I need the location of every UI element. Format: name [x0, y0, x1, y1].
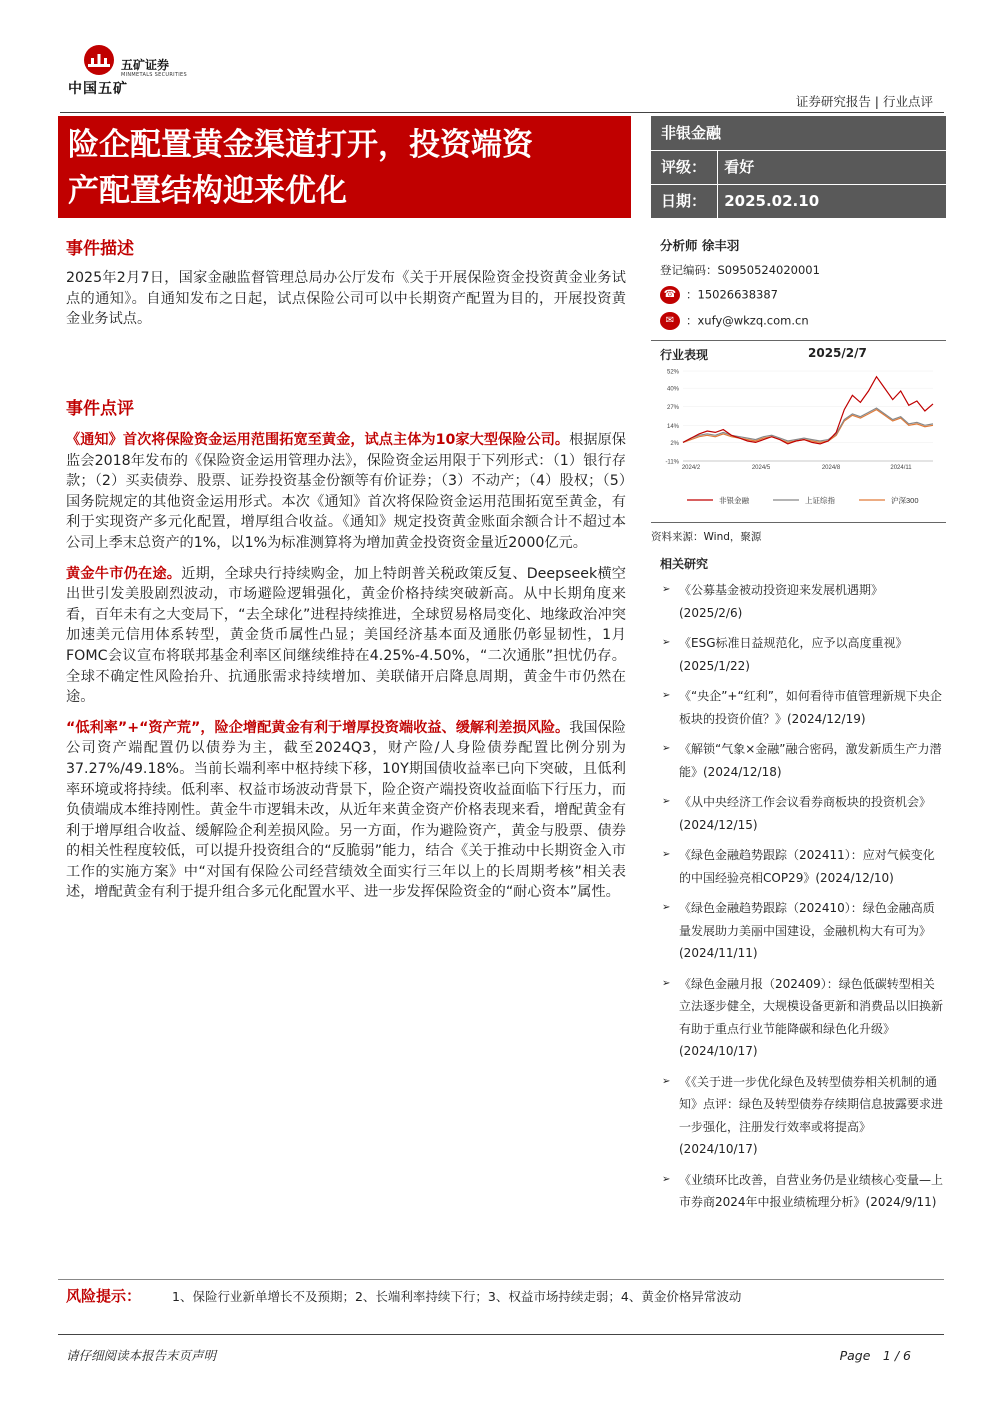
- x-tick-label: 2024/11: [890, 465, 912, 471]
- legend-label: 沪深300: [891, 496, 919, 505]
- industry-performance-chart: [651, 363, 946, 521]
- title-line-2: 产配置结构迎来优化: [68, 173, 347, 209]
- paragraph-2-highlight: 黄金牛市仍在途。: [66, 565, 182, 582]
- related-item[interactable]: [662, 632, 944, 677]
- y-tick-label: -11%: [665, 459, 679, 466]
- related-item-text: 《绿色金融趋势跟踪（202411）：应对气候变化的中国经验亮相COP29》(2024/12/10): [679, 848, 935, 885]
- doc-type: 证券研究报告 | 行业点评: [795, 94, 933, 109]
- y-tick-label: 14%: [666, 423, 679, 430]
- paragraph-3: [66, 718, 626, 903]
- related-item-text: 《业绩环比改善，自营业务仍是业绩核心变量—上市券商2024年中报业绩梳理分析》(2024/9/11): [679, 1172, 944, 1209]
- paragraph-1-highlight: 《通知》首次将保险资金运用范围拓宽至黄金，试点主体为10家大型保险公司。: [66, 432, 570, 448]
- logo-cn-text: 中国五矿: [68, 81, 128, 97]
- arrow-icon: ➢: [662, 849, 671, 860]
- industry-name: 非银金融: [661, 124, 722, 142]
- related-item[interactable]: [662, 579, 944, 624]
- paragraph-2-text: 近期，全球央行持续购金，加上特朗普关税政策反复、Deepseek横空出世引发美股剧烈波动，市场避险逻辑强化，黄金价格持续突破新高。从中长期角度来看，百年未有之大变局下，“去全球化”进程持续推进，全球贸易格局变化、地缘政治冲突加速美元信用体系转型，黄金货币属性凸显；美国经济基本面及通胀仍彰显韧性，1月FOMC会议宣布将联邦基金利率区间继续维持在4.25%-4.50%，“二次通胀”担忧仍存。全球不确定性风险抬升、抗通胀需求持续增加、美联储开启降息周期，黄金牛市仍然在途。: [66, 565, 626, 706]
- arrow-icon: ➢: [662, 584, 671, 595]
- paragraph-1: [66, 430, 626, 554]
- rating-value: 看好: [724, 158, 755, 176]
- related-item-text: 《解锁“气象×金融”融合密码，激发新质生产力潜能》(2024/12/18): [679, 742, 942, 779]
- section-heading-commentary: 事件点评: [66, 399, 134, 419]
- related-research-heading: 相关研究: [660, 557, 709, 571]
- analyst-registration: 登记编码：S0950524020001: [660, 263, 820, 277]
- series-line: [683, 410, 933, 443]
- related-item[interactable]: [662, 738, 944, 783]
- related-item-text: 《“央企”+“红利”，如何看待市值管理新规下央企板块的投资价值？》(2024/12/19): [679, 689, 942, 726]
- description-paragraph: 2025年2月7日，国家金融监督管理总局办公厅发布《关于开展保险资金投资黄金业务试点的通知》。自通知发布之日起，试点保险公司可以中长期资产配置为目的，开展投资黄金业务试点。: [66, 270, 626, 328]
- email-separator: ：: [686, 313, 698, 328]
- arrow-icon: ➢: [662, 743, 671, 754]
- y-tick-label: 2%: [670, 440, 679, 447]
- date-value: 2025.02.10: [724, 192, 820, 210]
- chart-bottom-divider: [651, 522, 946, 523]
- x-tick-label: 2024/8: [821, 465, 841, 471]
- related-item-text: 《绿色金融月报（202409）：绿色低碳转型相关立法逐步健全，大规模设备更新和消费品以旧换新有助于重点行业节能降碳和绿色化升级》(2024/10/17): [679, 976, 944, 1058]
- x-tick-label: 2024/5: [751, 465, 771, 471]
- related-item-text: 《公募基金被动投资迎来发展机遇期》(2025/2/6): [679, 583, 884, 620]
- logo-en-text: MINMETALS SECURITIES: [121, 72, 187, 78]
- phone-separator: ：: [686, 287, 698, 302]
- footer-divider: [58, 1334, 944, 1335]
- date-row: [661, 184, 819, 218]
- analyst-name: 分析师 徐丰羽: [660, 238, 740, 253]
- paragraph-3-text: 我国保险公司资产端配置仍以债券为主，截至2024Q3，财产险/人身险债券配置比例分别为37.27%/49.18%。当前长端利率中枢持续下移，10Y期国债收益率已向下突破，且低利率环境或将持续。低利率、权益市场波动背景下，险企资产端投资收益面临下行压力，而负债端成本维持刚性。黄金牛市逻辑未改，从近年来黄金资产价格表现来看，增配黄金有利于增厚组合收益、缓解险企利差损风险。另一方面，作为避险资产，黄金与股票、债券的相关性程度较低，可以提升投资组合的“反脆弱”能力，结合《关于推动中长期资金入市工作的实施方案》中“对国有保险公司经营绩效全面实行三年以上的长周期考核”相关表述，增配黄金有利于提升组合多元化配置水平、进一步发挥保险资金的“耐心资本”属性。: [66, 719, 626, 901]
- arrow-icon: ➢: [662, 1075, 671, 1087]
- footer-disclaimer: 请仔细阅读本报告末页声明: [66, 1348, 217, 1363]
- chart-top-divider: [651, 340, 946, 341]
- y-tick-label: 40%: [666, 386, 679, 393]
- legend-label: 非银金融: [719, 496, 749, 505]
- risk-text: 1、保险行业新单增长不及预期；2、长端利率持续下行；3、权益市场持续走弱；4、黄金价格异常波动: [172, 1289, 742, 1304]
- phone-icon: ☎: [660, 286, 680, 304]
- x-tick-label: 2024/2: [681, 465, 701, 471]
- related-item[interactable]: [662, 1169, 944, 1214]
- related-item-text: 《ESG标准日益规范化，应予以高度重视》(2025/1/22): [679, 636, 908, 673]
- chart-source: 资料来源：Wind，聚源: [651, 531, 762, 543]
- related-item[interactable]: [662, 897, 944, 965]
- related-item[interactable]: [662, 973, 944, 1063]
- arrow-icon: ➢: [662, 637, 671, 648]
- commentary-body: [66, 430, 626, 913]
- date-label: 日期：: [661, 192, 707, 210]
- related-item-text: 《绿色金融趋势跟踪（202410）：绿色金融高质量发展助力美丽中国建设，金融机构大有可为》(2024/11/11): [679, 901, 935, 960]
- minmetals-logo-icon: [82, 44, 116, 76]
- rating-box: [651, 116, 946, 218]
- title-line-1: 险企配置黄金渠道打开，投资端资: [68, 127, 533, 163]
- report-title: [58, 116, 631, 218]
- related-item-text: 《《关于进一步优化绿色及转型债券相关机制的通知》点评：绿色及转型债券存续期信息披露要求进一步强化，注册发行效率或将提高》(2024/10/17): [679, 1074, 944, 1156]
- analyst-email[interactable]: xufy@wkzq.com.cn: [697, 313, 809, 328]
- risk-divider: [58, 1279, 944, 1280]
- y-tick-label: 52%: [666, 369, 679, 376]
- related-item[interactable]: [662, 685, 944, 730]
- related-item[interactable]: [662, 1071, 944, 1161]
- rating-label: 评级：: [661, 158, 707, 176]
- related-item-text: 《从中央经济工作会议看券商板块的投资机会》(2024/12/15): [679, 795, 932, 832]
- arrow-icon: ➢: [662, 902, 671, 913]
- rating-box-vdivider: [717, 150, 718, 218]
- arrow-icon: ➢: [662, 1173, 671, 1185]
- paragraph-3-highlight: “低利率”+“资产荒”，险企增配黄金有利于增厚投资端收益、缓解利差损风险。: [66, 719, 570, 736]
- arrow-icon: ➢: [662, 796, 671, 807]
- y-tick-label: 27%: [666, 405, 679, 412]
- rating-row: [661, 150, 754, 184]
- analyst-email-row: [660, 312, 809, 330]
- analyst-phone-row: [660, 286, 778, 304]
- page-number: Page 1 / 6: [839, 1348, 911, 1363]
- related-research-list: [662, 579, 944, 1222]
- related-item[interactable]: [662, 791, 944, 836]
- related-item[interactable]: [662, 844, 944, 889]
- header-divider: [60, 112, 944, 113]
- paragraph-1-text: 根据原保监会2018年发布的《保险资金运用管理办法》，保险资金运用限于下列形式：（1）银行存款；（2）买卖债券、股票、证券投资基金份额等有价证券；（3）不动产；（4）股权；（5）国务院规定的其他资金运用形式。本次《通知》首次将保险资金运用范围拓宽至黄金，有利于实现资产多元化配置，增厚组合收益。《通知》规定投资黄金账面余额合计不超过本公司上季末总资产的1%，以1%为标准测算将为增加黄金投资资金量近2000亿元。: [66, 432, 626, 551]
- risk-label: 风险提示：: [66, 1287, 142, 1305]
- analyst-phone: 15026638387: [697, 287, 778, 302]
- arrow-icon: ➢: [662, 690, 671, 701]
- logo-company-name: 五矿证券: [121, 58, 170, 72]
- legend-label: 上证综指: [805, 496, 835, 505]
- email-icon: ✉: [660, 312, 680, 330]
- section-heading-description: 事件描述: [66, 239, 134, 259]
- arrow-icon: ➢: [662, 977, 671, 989]
- chart-date: 2025/2/7: [808, 346, 867, 360]
- paragraph-2: [66, 564, 626, 708]
- chart-title: 行业表现: [660, 348, 709, 362]
